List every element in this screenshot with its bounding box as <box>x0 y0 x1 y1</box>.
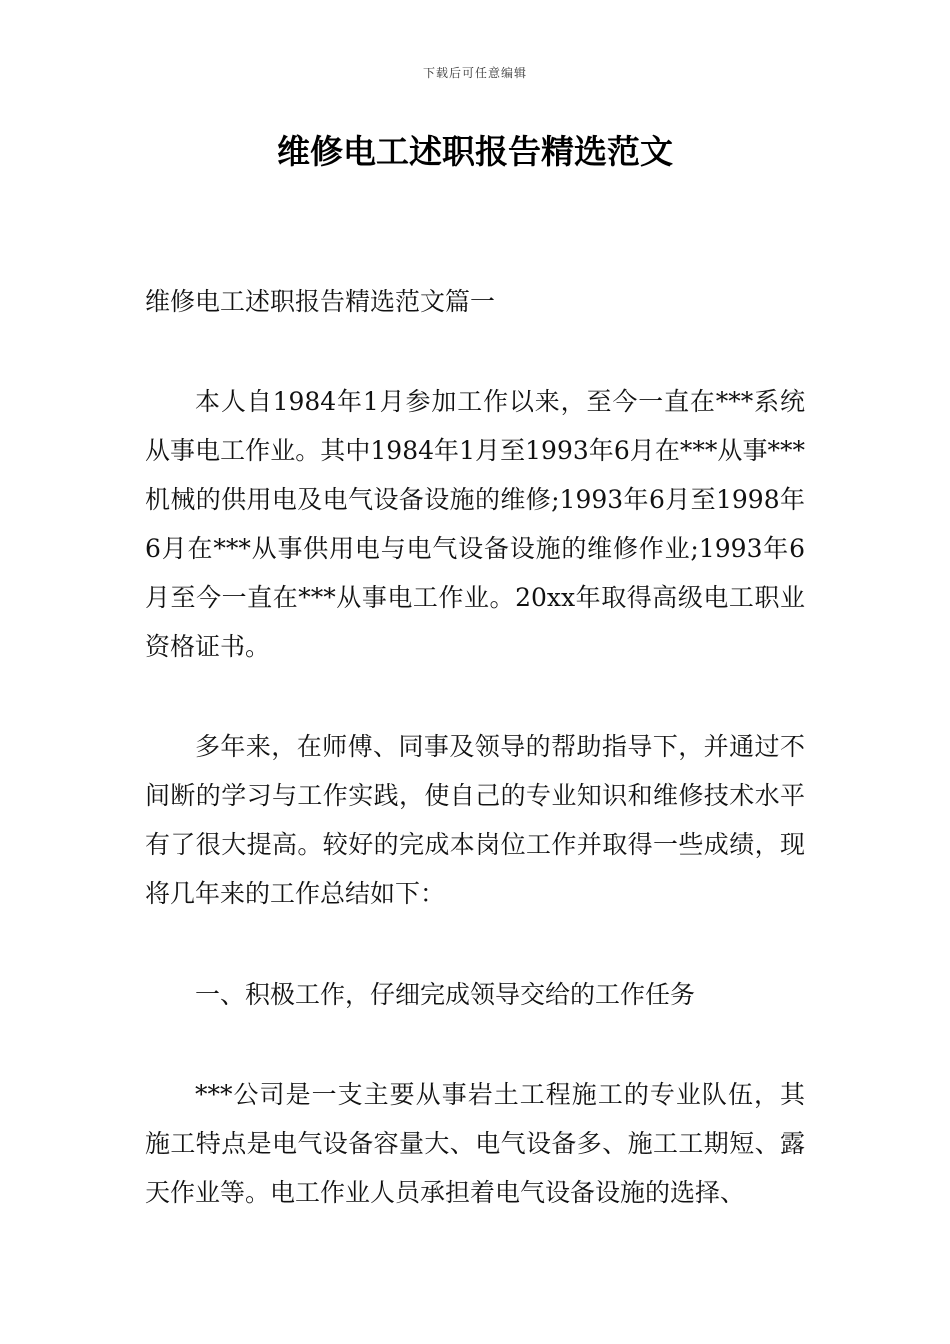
subsection-heading: 一、积极工作，仔细完成领导交给的工作任务 <box>195 980 696 1009</box>
paragraph-company: ***公司是一支主要从事岩土工程施工的专业队伍，其施工特点是电气设备容量大、电气设备多、施工工期短、露天作业等。电工作业人员承担着电气设备设施的选择、 <box>145 1080 805 1207</box>
section-heading: 维修电工述职报告精选范文篇一 <box>145 287 496 316</box>
paragraph-work-history: 本人自1984年1月参加工作以来，至今一直在***系统从事电工作业。其中1984年1月至1993年6月在***从事***机械的供用电及电气设备设施的维修;1993年6月至1998年6月在***从事供用电与电气设备设施的维修作业;1993年6月至今一直在***从事电工作业。20xx年取得高级电工职业资格证书。 <box>145 387 805 661</box>
paragraph-progress: 多年来，在师傅、同事及领导的帮助指导下，并通过不间断的学习与工作实践，使自己的专业知识和维修技术水平有了很大提高。较好的完成本岗位工作并取得一些成绩，现将几年来的工作总结如下： <box>145 732 805 908</box>
header-note: 下载后可任意编辑 <box>422 66 527 80</box>
document-title: 维修电工述职报告精选范文 <box>277 132 673 171</box>
